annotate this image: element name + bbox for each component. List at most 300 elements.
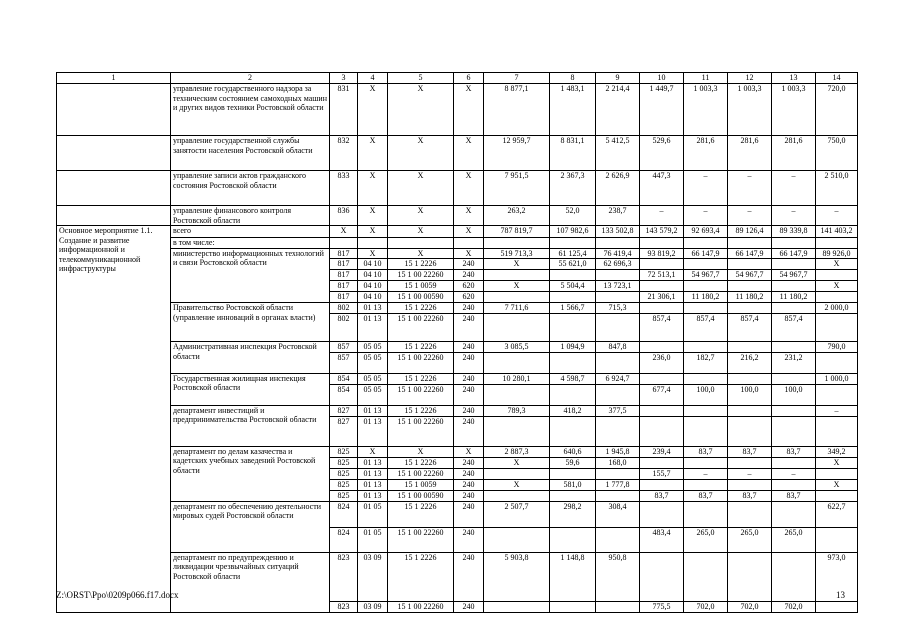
vr-code-cell: 240: [454, 352, 484, 373]
value-cell: [550, 601, 596, 612]
vr-code-cell: 240: [454, 270, 484, 281]
value-cell: 155,7: [640, 468, 684, 479]
value-cell: 8 831,1: [550, 136, 596, 171]
value-cell: 133 502,8: [596, 226, 640, 238]
value-cell: [484, 416, 550, 446]
csr-code-cell: 15 1 2226: [388, 303, 454, 314]
value-cell: [816, 416, 858, 446]
executor-cell: департамент по предупреждению и ликвидации чрезвычайных ситуаций Ростовской области: [171, 552, 330, 612]
value-cell: 93 819,2: [640, 248, 684, 259]
vr-code-cell: [454, 238, 484, 249]
value-cell: 13 723,1: [596, 281, 640, 292]
value-cell: 100,0: [684, 384, 728, 405]
rzpr-code-cell: 01 13: [358, 405, 388, 416]
header-cell: 4: [358, 73, 388, 84]
value-cell: [816, 384, 858, 405]
value-cell: [640, 457, 684, 468]
value-cell: 59,6: [550, 457, 596, 468]
value-cell: –: [772, 171, 816, 206]
vr-code-cell: 240: [454, 342, 484, 353]
rzpr-code-cell: 04 10: [358, 292, 388, 303]
value-cell: [640, 303, 684, 314]
rzpr-code-cell: X: [358, 226, 388, 238]
grbs-code-cell: 825: [330, 457, 358, 468]
value-cell: [550, 384, 596, 405]
value-cell: [684, 552, 728, 601]
csr-code-cell: 15 1 00 22260: [388, 527, 454, 552]
value-cell: [640, 238, 684, 249]
grbs-code-cell: 825: [330, 446, 358, 457]
value-cell: 308,4: [596, 501, 640, 527]
value-cell: 418,2: [550, 405, 596, 416]
header-cell: 8: [550, 73, 596, 84]
value-cell: [550, 490, 596, 501]
rzpr-code-cell: [358, 238, 388, 249]
value-cell: X: [816, 259, 858, 270]
value-cell: 483,4: [640, 527, 684, 552]
value-cell: 349,2: [816, 446, 858, 457]
value-cell: [550, 270, 596, 281]
value-cell: [728, 457, 772, 468]
value-cell: 1 449,7: [640, 84, 684, 136]
value-cell: 52,0: [550, 206, 596, 226]
csr-code-cell: X: [388, 206, 454, 226]
value-cell: [728, 501, 772, 527]
value-cell: 787 819,7: [484, 226, 550, 238]
executor-cell: в том числе:: [171, 238, 330, 249]
value-cell: 239,4: [640, 446, 684, 457]
value-cell: [596, 384, 640, 405]
value-cell: [728, 342, 772, 353]
vr-code-cell: 240: [454, 416, 484, 446]
value-cell: 377,5: [596, 405, 640, 416]
header-cell: 9: [596, 73, 640, 84]
value-cell: 5 903,8: [484, 552, 550, 601]
value-cell: [550, 416, 596, 446]
value-cell: 5 412,5: [596, 136, 640, 171]
value-cell: –: [772, 468, 816, 479]
executor-cell: всего: [171, 226, 330, 238]
csr-code-cell: 15 1 0059: [388, 281, 454, 292]
csr-code-cell: 15 1 2226: [388, 259, 454, 270]
grbs-code-cell: 817: [330, 281, 358, 292]
value-cell: [728, 479, 772, 490]
value-cell: [596, 270, 640, 281]
value-cell: 100,0: [772, 384, 816, 405]
value-cell: 715,3: [596, 303, 640, 314]
grbs-code-cell: 833: [330, 171, 358, 206]
value-cell: 21 306,1: [640, 292, 684, 303]
value-cell: [728, 281, 772, 292]
grbs-code-cell: 824: [330, 501, 358, 527]
table-row: [57, 136, 858, 171]
grbs-code-cell: 857: [330, 342, 358, 353]
value-cell: X: [816, 479, 858, 490]
executor-cell: департамент по обеспечению деятельности мировых судей Ростовской области: [171, 501, 330, 552]
rzpr-code-cell: X: [358, 136, 388, 171]
csr-code-cell: 15 1 00 22260: [388, 384, 454, 405]
value-cell: 100,0: [728, 384, 772, 405]
value-cell: [684, 416, 728, 446]
value-cell: 790,0: [816, 342, 858, 353]
value-cell: 1 777,8: [596, 479, 640, 490]
value-cell: [596, 416, 640, 446]
csr-code-cell: 15 1 00 22260: [388, 416, 454, 446]
value-cell: [728, 303, 772, 314]
value-cell: 83,7: [640, 490, 684, 501]
value-cell: 5 504,4: [550, 281, 596, 292]
vr-code-cell: 240: [454, 303, 484, 314]
value-cell: [772, 259, 816, 270]
rzpr-code-cell: 01 13: [358, 416, 388, 446]
rzpr-code-cell: X: [358, 84, 388, 136]
value-cell: 702,0: [772, 601, 816, 612]
value-cell: [772, 342, 816, 353]
executor-cell: департамент по делам казачества и кадетских учебных заведений Ростовской области: [171, 446, 330, 501]
csr-code-cell: 15 1 00 22260: [388, 601, 454, 612]
grbs-code-cell: 857: [330, 352, 358, 373]
value-cell: 2 000,0: [816, 303, 858, 314]
value-cell: [484, 292, 550, 303]
rzpr-code-cell: 01 13: [358, 490, 388, 501]
rzpr-code-cell: X: [358, 446, 388, 457]
vr-code-cell: X: [454, 171, 484, 206]
rzpr-code-cell: 05 05: [358, 352, 388, 373]
vr-code-cell: 240: [454, 552, 484, 601]
value-cell: [484, 468, 550, 479]
value-cell: 54 967,7: [684, 270, 728, 281]
header-cell: 5: [388, 73, 454, 84]
grbs-code-cell: 817: [330, 270, 358, 281]
value-cell: X: [484, 259, 550, 270]
value-cell: 2 507,7: [484, 501, 550, 527]
value-cell: –: [772, 206, 816, 226]
header-cell: 7: [484, 73, 550, 84]
value-cell: [772, 501, 816, 527]
rzpr-code-cell: 03 09: [358, 601, 388, 612]
rzpr-code-cell: X: [358, 248, 388, 259]
vr-code-cell: 240: [454, 314, 484, 342]
value-cell: [772, 416, 816, 446]
csr-code-cell: 15 1 00 22260: [388, 314, 454, 342]
value-cell: 265,0: [684, 527, 728, 552]
rzpr-code-cell: 04 10: [358, 270, 388, 281]
value-cell: 7 951,5: [484, 171, 550, 206]
value-cell: [684, 342, 728, 353]
value-cell: [772, 405, 816, 416]
value-cell: 640,6: [550, 446, 596, 457]
value-cell: [816, 270, 858, 281]
value-cell: [816, 601, 858, 612]
vr-code-cell: 240: [454, 457, 484, 468]
value-cell: [640, 342, 684, 353]
rzpr-code-cell: 04 10: [358, 259, 388, 270]
value-cell: [684, 405, 728, 416]
vr-code-cell: 620: [454, 281, 484, 292]
value-cell: X: [484, 281, 550, 292]
value-cell: 1 094,9: [550, 342, 596, 353]
value-cell: 83,7: [684, 490, 728, 501]
value-cell: [596, 292, 640, 303]
value-cell: [596, 527, 640, 552]
vr-code-cell: X: [454, 136, 484, 171]
value-cell: [484, 527, 550, 552]
grbs-code-cell: 854: [330, 384, 358, 405]
value-cell: –: [728, 468, 772, 479]
vr-code-cell: 240: [454, 501, 484, 527]
value-cell: 11 180,2: [772, 292, 816, 303]
grbs-code-cell: 825: [330, 468, 358, 479]
grbs-code-cell: 827: [330, 416, 358, 446]
event-name-cell: Основное мероприятие 1.1. Создание и развитие информационной и телекоммуникационной инфраструктуры: [57, 226, 171, 613]
executor-cell: Правительство Ростовской области (управление инноваций в органах власти): [171, 303, 330, 342]
value-cell: [484, 314, 550, 342]
value-cell: 1 148,8: [550, 552, 596, 601]
value-cell: 1 000,0: [816, 373, 858, 384]
value-cell: 720,0: [816, 84, 858, 136]
page-number: 13: [836, 590, 845, 600]
value-cell: [772, 552, 816, 601]
value-cell: 1 566,7: [550, 303, 596, 314]
csr-code-cell: 15 1 0059: [388, 479, 454, 490]
value-cell: [596, 238, 640, 249]
value-cell: 857,4: [728, 314, 772, 342]
value-cell: 857,4: [684, 314, 728, 342]
grbs-code-cell: 823: [330, 601, 358, 612]
header-cell: 14: [816, 73, 858, 84]
value-cell: [484, 490, 550, 501]
header-cell: 11: [684, 73, 728, 84]
value-cell: [772, 303, 816, 314]
value-cell: 89 339,8: [772, 226, 816, 238]
value-cell: –: [816, 206, 858, 226]
value-cell: [484, 270, 550, 281]
value-cell: [728, 416, 772, 446]
value-cell: [550, 292, 596, 303]
event-name-cell: [57, 206, 171, 226]
value-cell: –: [816, 405, 858, 416]
executor-cell: департамент инвестиций и предпринимательства Ростовской области: [171, 405, 330, 446]
value-cell: 519 713,3: [484, 248, 550, 259]
value-cell: 182,7: [684, 352, 728, 373]
value-cell: 216,2: [728, 352, 772, 373]
header-cell: 13: [772, 73, 816, 84]
value-cell: [728, 405, 772, 416]
event-name-cell: [57, 84, 171, 136]
value-cell: [550, 238, 596, 249]
value-cell: 1 945,8: [596, 446, 640, 457]
value-cell: 847,8: [596, 342, 640, 353]
header-cell: 10: [640, 73, 684, 84]
value-cell: [816, 238, 858, 249]
csr-code-cell: [388, 238, 454, 249]
rzpr-code-cell: 01 13: [358, 314, 388, 342]
value-cell: [640, 281, 684, 292]
value-cell: [596, 352, 640, 373]
value-cell: 281,6: [684, 136, 728, 171]
value-cell: 702,0: [728, 601, 772, 612]
value-cell: 92 693,4: [684, 226, 728, 238]
table-row: [57, 303, 858, 314]
csr-code-cell: 15 1 2226: [388, 405, 454, 416]
value-cell: 789,3: [484, 405, 550, 416]
csr-code-cell: 15 1 2226: [388, 457, 454, 468]
value-cell: 857,4: [772, 314, 816, 342]
value-cell: 581,0: [550, 479, 596, 490]
vr-code-cell: X: [454, 84, 484, 136]
value-cell: 447,3: [640, 171, 684, 206]
value-cell: 263,2: [484, 206, 550, 226]
table-row: [57, 226, 858, 238]
value-cell: [684, 457, 728, 468]
csr-code-cell: 15 1 00 22260: [388, 352, 454, 373]
csr-code-cell: 15 1 00 22260: [388, 468, 454, 479]
value-cell: 141 403,2: [816, 226, 858, 238]
value-cell: [640, 373, 684, 384]
csr-code-cell: 15 1 2226: [388, 552, 454, 601]
rzpr-code-cell: X: [358, 171, 388, 206]
csr-code-cell: X: [388, 226, 454, 238]
value-cell: 775,5: [640, 601, 684, 612]
value-cell: 83,7: [772, 446, 816, 457]
value-cell: X: [816, 281, 858, 292]
value-cell: 1 483,1: [550, 84, 596, 136]
value-cell: [596, 314, 640, 342]
csr-code-cell: X: [388, 171, 454, 206]
vr-code-cell: X: [454, 206, 484, 226]
value-cell: 950,8: [596, 552, 640, 601]
rzpr-code-cell: 01 05: [358, 527, 388, 552]
value-cell: 677,4: [640, 384, 684, 405]
value-cell: [484, 238, 550, 249]
value-cell: [484, 352, 550, 373]
value-cell: 83,7: [684, 446, 728, 457]
vr-code-cell: 240: [454, 405, 484, 416]
vr-code-cell: 240: [454, 479, 484, 490]
value-cell: 857,4: [640, 314, 684, 342]
value-cell: [596, 601, 640, 612]
rzpr-code-cell: 05 05: [358, 373, 388, 384]
csr-code-cell: 15 1 2226: [388, 501, 454, 527]
table-row: [57, 405, 858, 416]
value-cell: [640, 479, 684, 490]
value-cell: [684, 259, 728, 270]
value-cell: 89 126,4: [728, 226, 772, 238]
value-cell: 11 180,2: [728, 292, 772, 303]
value-cell: 973,0: [816, 552, 858, 601]
value-cell: 12 959,7: [484, 136, 550, 171]
value-cell: [816, 292, 858, 303]
grbs-code-cell: X: [330, 226, 358, 238]
value-cell: [640, 259, 684, 270]
value-cell: 66 147,9: [728, 248, 772, 259]
vr-code-cell: 240: [454, 527, 484, 552]
value-cell: 281,6: [772, 136, 816, 171]
grbs-code-cell: 832: [330, 136, 358, 171]
event-name-cell: [57, 136, 171, 171]
grbs-code-cell: 802: [330, 303, 358, 314]
value-cell: 83,7: [728, 490, 772, 501]
grbs-code-cell: [330, 238, 358, 249]
value-cell: [816, 490, 858, 501]
value-cell: –: [684, 171, 728, 206]
value-cell: 7 711,6: [484, 303, 550, 314]
value-cell: 54 967,7: [772, 270, 816, 281]
grbs-code-cell: 824: [330, 527, 358, 552]
value-cell: [484, 601, 550, 612]
value-cell: 702,0: [684, 601, 728, 612]
value-cell: [684, 479, 728, 490]
value-cell: 6 924,7: [596, 373, 640, 384]
rzpr-code-cell: 01 13: [358, 303, 388, 314]
grbs-code-cell: 827: [330, 405, 358, 416]
value-cell: 10 280,1: [484, 373, 550, 384]
value-cell: X: [484, 457, 550, 468]
grbs-code-cell: 836: [330, 206, 358, 226]
value-cell: 62 696,3: [596, 259, 640, 270]
value-cell: 76 419,4: [596, 248, 640, 259]
value-cell: X: [816, 457, 858, 468]
value-cell: 107 982,6: [550, 226, 596, 238]
value-cell: [684, 303, 728, 314]
rzpr-code-cell: 01 05: [358, 501, 388, 527]
value-cell: 83,7: [728, 446, 772, 457]
rzpr-code-cell: 01 13: [358, 479, 388, 490]
csr-code-cell: X: [388, 446, 454, 457]
value-cell: 54 967,7: [728, 270, 772, 281]
value-cell: 231,2: [772, 352, 816, 373]
csr-code-cell: X: [388, 248, 454, 259]
value-cell: 168,0: [596, 457, 640, 468]
rzpr-code-cell: 01 13: [358, 468, 388, 479]
grbs-code-cell: 831: [330, 84, 358, 136]
header-cell: 3: [330, 73, 358, 84]
vr-code-cell: 240: [454, 259, 484, 270]
value-cell: [640, 501, 684, 527]
table-row: [57, 238, 858, 249]
rzpr-code-cell: 05 05: [358, 342, 388, 353]
table-row: [57, 373, 858, 384]
value-cell: 1 003,3: [684, 84, 728, 136]
vr-code-cell: X: [454, 226, 484, 238]
table-row: [57, 501, 858, 527]
grbs-code-cell: 854: [330, 373, 358, 384]
value-cell: 281,6: [728, 136, 772, 171]
value-cell: [728, 259, 772, 270]
csr-code-cell: 15 1 00 22260: [388, 270, 454, 281]
value-cell: [728, 373, 772, 384]
executor-cell: Государственная жилищная инспекция Ростовской области: [171, 373, 330, 405]
value-cell: –: [684, 206, 728, 226]
value-cell: –: [728, 206, 772, 226]
value-cell: 265,0: [728, 527, 772, 552]
table-row: [57, 446, 858, 457]
value-cell: 750,0: [816, 136, 858, 171]
csr-code-cell: 15 1 2226: [388, 373, 454, 384]
value-cell: [816, 527, 858, 552]
vr-code-cell: 240: [454, 601, 484, 612]
table-row: [57, 206, 858, 226]
value-cell: 2 626,9: [596, 171, 640, 206]
value-cell: 529,6: [640, 136, 684, 171]
value-cell: –: [640, 206, 684, 226]
value-cell: [684, 238, 728, 249]
value-cell: 143 579,2: [640, 226, 684, 238]
value-cell: [596, 468, 640, 479]
executor-cell: управление финансового контроля Ростовской области: [171, 206, 330, 226]
value-cell: 11 180,2: [684, 292, 728, 303]
table-row: [57, 171, 858, 206]
